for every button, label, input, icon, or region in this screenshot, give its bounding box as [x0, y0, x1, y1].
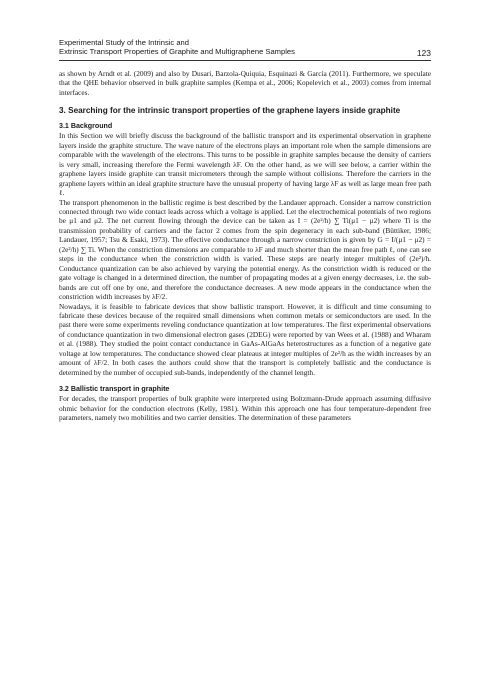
section-3-2-paragraph-1: For decades, the transport properties of bulk graphite were interpreted using Boltzmann-Drude approach assuming diffusive ohmic behavior for the conduction electrons (Kelly, 1981). Within this approach one has four temperature-dependent free parameters, namely two mobilities and two carrier densities. The determination of these parameters — [59, 394, 431, 423]
section-3-1-paragraph-1: In this Section we will briefly discuss the background of the ballistic transport and its experimental observation in graphene layers inside the graphite structure. The wave nature of the electrons plays an important role when the sample dimensions are comparable with the wavelength of the electrons. This turns to be possible in graphite samples because the density of carriers is very small, increasing therefore the Fermi wavelength λF. On the other hand, as we will see below, a carrier within the graphene layers inside graphite can transit micrometers through the sample without collisions. Therefore the carriers in the graphene layers within an ideal graphite structure have the unusual property of having large λF as well as large mean free path ℓ. — [59, 131, 431, 198]
running-header — [59, 38, 431, 56]
section-spacer — [59, 377, 431, 385]
header-divider — [59, 60, 431, 61]
header-title-line-2: Extrinsic Transport Properties of Graphite and Multigraphene Samples — [59, 47, 295, 56]
header-title-line-1: Experimental Study of the Intrinsic and — [59, 38, 190, 47]
section-3-heading: 3. Searching for the intrinsic transport properties of the graphene layers inside graphite — [59, 106, 401, 116]
page-body — [59, 69, 431, 423]
section-3-1-paragraph-3: Nowadays, it is feasible to fabricate devices that show ballistic transport. However, it is difficult and time consuming to fabricate these devices because of the required small dimensions when common metals or semiconductors are used. In the past there were some experiments reveling conductance quantization at low temperatures. The first experimental observations of conductance quantization in two dimensional electron gases (2DEG) were reported by van Wees et al. (1988) and Wharam et al. (1988). They studied the point contact conductance in GaAs-AlGaAs heterostructures as a function of a negative gate voltage at low temperatures. The conductance showed clear plateaus at integer multiples of 2e²/h as the width increases by an amount of λF/2. In both cases the authors could show that the transport is completely ballistic and the conductance is determined by the number of occupied sub-bands, independently of the channel length. — [59, 301, 431, 377]
intro-paragraph: as shown by Arndt et al. (2009) and also by Dusari, Barzola-Quiquia, Esquinazi & García (2011). Furthermore, we speculate that the QHE behavior observed in bulk graphite samples (Kempa et al., 2006; Kopelevich et al., 2003) comes from internal interfaces. — [59, 69, 431, 97]
section-3-2-heading: 3.2 Ballistic transport in graphite — [59, 385, 170, 394]
section-3-1-heading: 3.1 Background — [59, 122, 113, 131]
page-number: 123 — [416, 48, 431, 58]
section-3-1-paragraph-2: The transport phenomenon in the ballistic regime is best described by the Landauer approach. Consider a narrow constriction connected through two wide contact leads across which a voltage is applied. Let the electrochemical potentials of two regions be μ1 and μ2. The net current flowing through the device can be taken as I = (2e²/h) ∑ Ti(μ1 − μ2) where Ti is the transmission probability of carriers and the factor 2 comes from the spin degeneracy in each sub-band (Büttiker, 1986; Landauer, 1957; Tsu & Esaki, 1973). The effective conductance through a narrow constriction is given by G = I/(μ1 − μ2) = (2e²/h) ∑ Ti. When the constriction dimensions are comparable to λF and much shorter than the mean free path ℓ, one can see steps in the conductance when the constriction width is varied. These steps are nearly integer multiples of (2e²)/h. Conductance quantization can be also achieved by varying the potential energy. As the constriction width is reduced or the gate voltage is changed in a determined direction, the number of propagating modes at a given energy decreases, i.e. the sub-bands are cut off one by one, and therefore the conductance decreases. A new mode appears in the conductance when the constriction width increases by λF/2. — [59, 197, 431, 302]
